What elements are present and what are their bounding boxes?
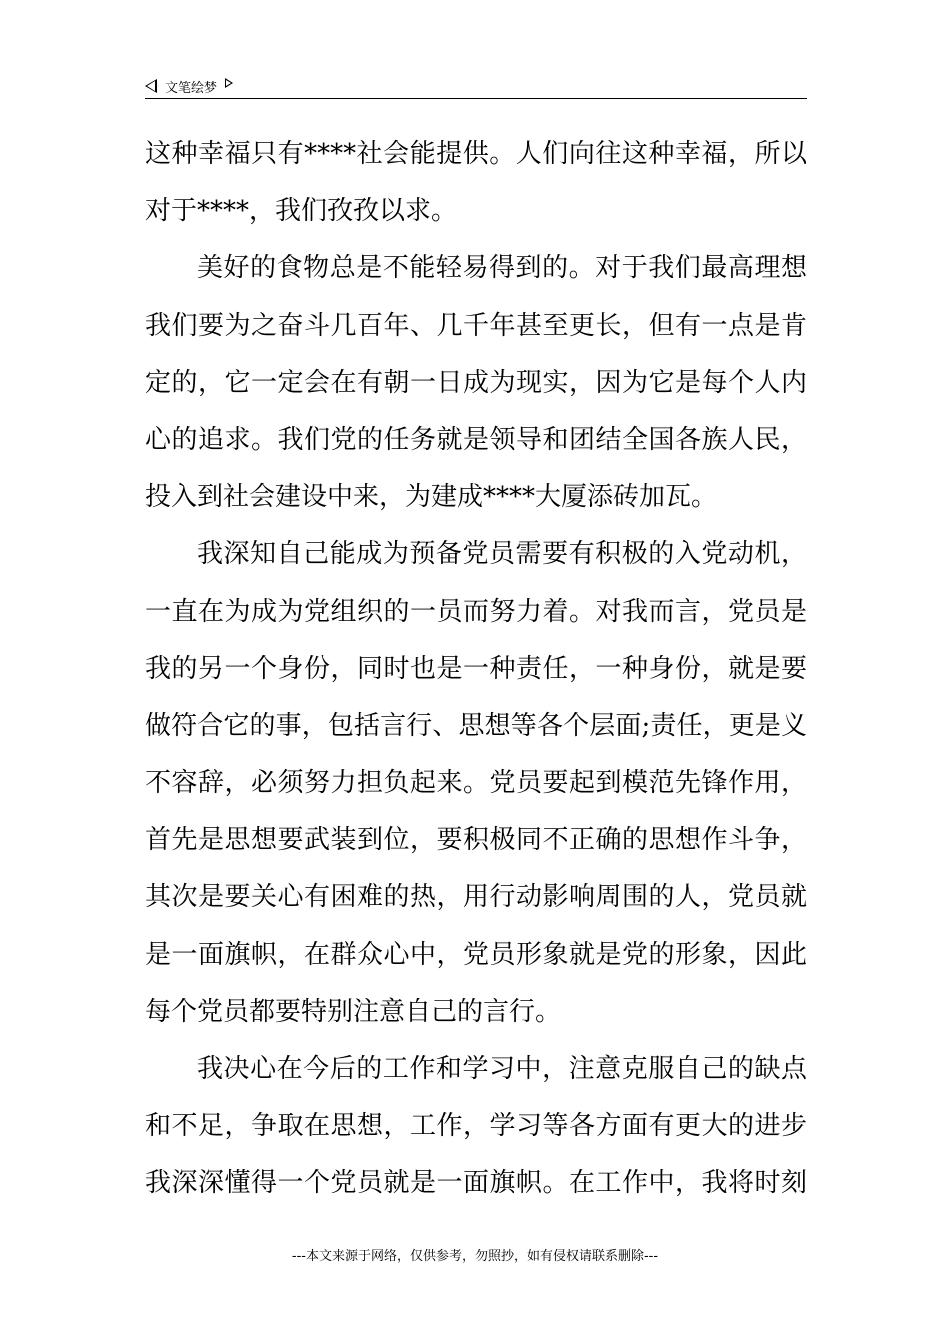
text-line: 一直在为成为党组织的一员而努力着。对我而言，党员是 <box>145 596 807 627</box>
text-line: 和不足，争取在思想，工作，学习等各方面有更大的进步 <box>145 1111 807 1142</box>
page-footer: ---本文来源于网络，仅供参考，勿照抄，如有侵权请联系删除--- <box>291 1249 659 1264</box>
text-line: 不容辞，必须努力担负起来。党员要起到模范先锋作用， <box>145 768 807 799</box>
text-line: 我深深懂得一个党员就是一面旗帜。在工作中，我将时刻 <box>145 1168 807 1199</box>
text-line: 美好的食物总是不能轻易得到的。对于我们最高理想 <box>197 253 807 284</box>
header-title: 文笔绘梦 <box>165 80 218 96</box>
text-line: 每个党员都要特别注意自己的言行。 <box>145 996 562 1027</box>
text-line: 投入到社会建设中来，为建成****大厦添砖加瓦。 <box>145 482 718 513</box>
text-line: 首先是思想要武装到位，要积极同不正确的思想作斗争， <box>145 825 807 856</box>
text-line: 我的另一个身份，同时也是一种责任，一种身份，就是要 <box>145 653 807 684</box>
triangle-left-icon <box>145 79 157 93</box>
text-line: 其次是要关心有困难的热，用行动影响周围的人，党员就 <box>145 882 807 913</box>
text-line: 我决心在今后的工作和学习中，注意克服自己的缺点 <box>197 1054 807 1084</box>
text-line: 定的，它一定会在有朝一日成为现实，因为它是每个人内 <box>145 367 807 398</box>
text-line: 我们要为之奋斗几百年、几千年甚至更长，但有一点是肯 <box>145 310 807 341</box>
text-line: 对于****，我们孜孜以求。 <box>145 196 458 227</box>
triangle-right-icon <box>225 78 233 88</box>
text-line: 做符合它的事，包括言行、思想等各个层面;责任，更是义 <box>145 710 807 741</box>
page-header <box>145 74 807 99</box>
text-line: 是一面旗帜，在群众心中，党员形象就是党的形象，因此 <box>145 939 807 970</box>
text-line: 我深知自己能成为预备党员需要有积极的入党动机， <box>197 539 807 570</box>
text-line: 心的追求。我们党的任务就是领导和团结全国各族人民， <box>145 424 807 455</box>
document-body <box>145 126 807 1213</box>
text-line: 这种幸福只有****社会能提供。人们向往这种幸福，所以 <box>145 139 807 169</box>
